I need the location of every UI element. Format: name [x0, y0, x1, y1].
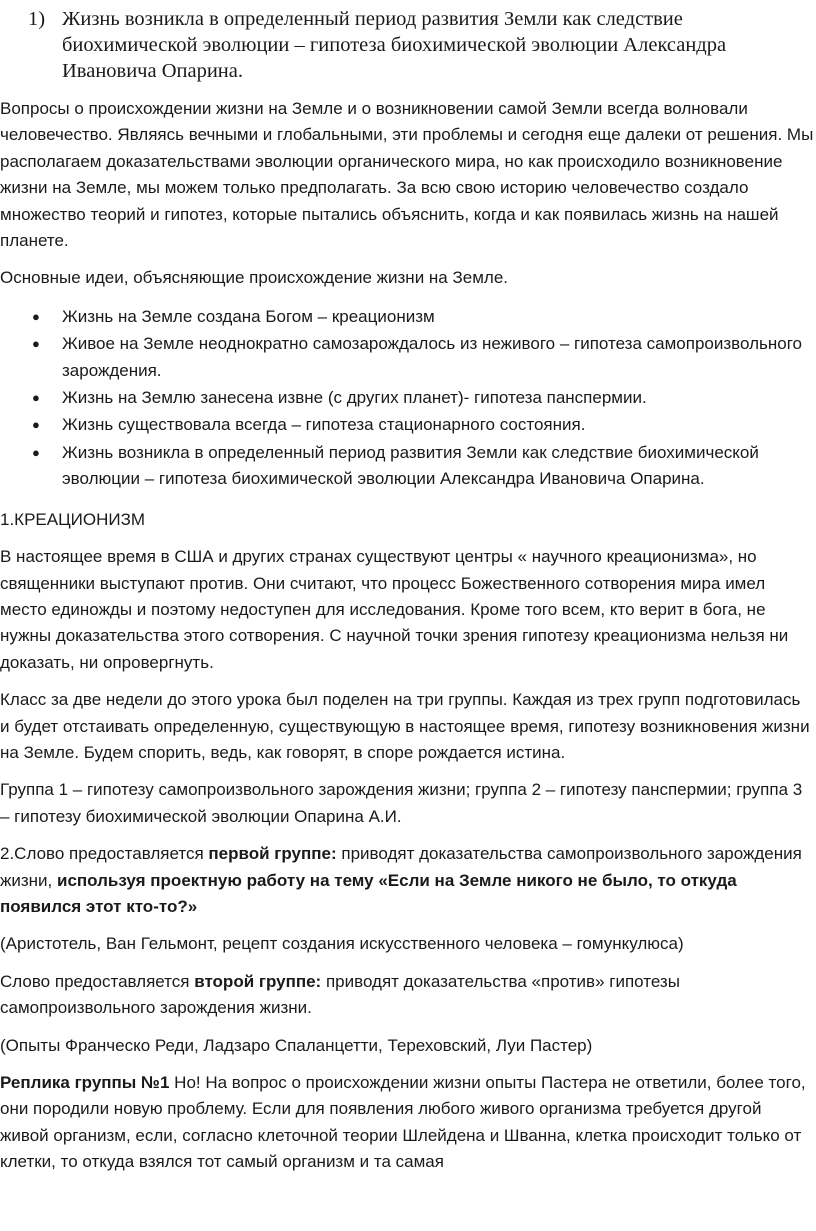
reply-paragraph — [0, 1070, 814, 1176]
ideas-title: Основные идеи, объясняющие происхождение жизни на Земле. — [0, 268, 508, 288]
second-group-paragraph — [0, 969, 814, 1022]
second-group-text-2: приводят доказательства «против» гипотезы самопроизвольного зарождения жизни. — [0, 971, 680, 1018]
bullet-icon: ● — [32, 308, 40, 324]
list-item-text: Жизнь возникла в определенный период развития Земли как следствие биохимической эволюции – гипотеза биохимической эволюции Александра Ивановича Опарина. — [62, 442, 759, 489]
ideas-list — [0, 304, 814, 493]
list-item-text: Жизнь на Землю занесена извне (с других планет)- гипотеза панспермии. — [62, 388, 647, 408]
list-item-text: Жизнь на Земле создана Богом – креационизм — [62, 306, 435, 326]
first-group-paragraph — [0, 841, 814, 920]
creationism-paragraph: В настоящее время в США и других странах существуют центры « научного креационизма», но священники выступают против. Они считают, что процесс Божественного сотворения мира имел место единожды и поэтому недоступен для исследования. Кроме того всем, кто верит в бога, не нужны доказательства этого сотворения. С научной точки зрения гипотезу креационизма нельзя ни доказать, ни опровергнуть. — [0, 547, 789, 672]
list-item — [0, 385, 814, 411]
list-item-text: Живое на Земле неоднократно самозарождалось из неживого – гипотеза самопроизвольного зарождения. — [62, 334, 802, 380]
list-item — [0, 304, 814, 330]
heading-item-number: 1) — [28, 8, 46, 30]
numbered-heading-item — [28, 6, 798, 84]
reply-bold: Реплика группы №1 — [0, 1073, 170, 1092]
document-body — [0, 96, 814, 1187]
second-group-text-1: Слово предоставляется — [0, 971, 195, 991]
class-paragraph: Класс за две недели до этого урока был поделен на три группы. Каждая из трех групп подготовилась и будет отстаивать определенную, существующую в настоящее время, гипотезу возникновения жизни на Земле. Будем спорить, ведь, как говорят, в споре рождается истина. — [0, 690, 810, 762]
intro-paragraph: Вопросы о происхождении жизни на Земле и о возникновении самой Земли всегда волновали человечество. Являясь вечными и глобальными, эти проблемы и сегодня еще далеки от решения. Мы располагаем доказательствами эволюции органического мира, но как происходило возникновение жизни на Земле, мы можем только предполагать. За всю свою историю человечество создало множество теорий и гипотез, которые пытались объяснить, когда и как появилась жизнь на нашей планете. — [0, 99, 814, 251]
list-item — [0, 440, 814, 493]
section-title: 1.КРЕАЦИОНИЗМ — [0, 509, 146, 529]
bullet-icon: ● — [32, 390, 40, 406]
bullet-icon: ● — [32, 417, 40, 433]
list-item-text: Жизнь существовала всегда – гипотеза стационарного состояния. — [62, 415, 586, 435]
list-item — [0, 412, 814, 438]
heading-item-text: Жизнь возникла в определенный период развития Земли как следствие биохимической эволюции – гипотеза биохимической эволюции Александра Ивановича Опарина. — [62, 8, 727, 82]
groups-paragraph: Группа 1 – гипотезу самопроизвольного зарождения жизни; группа 2 – гипотезу панспермии; группа 3 – гипотезу биохимической эволюции Опарина А.И. — [0, 780, 803, 826]
second-group-note: (Опыты Франческо Реди, Ладзаро Спаланцетти, Тереховский, Луи Пастер) — [0, 1035, 593, 1055]
first-group-note: (Аристотель, Ван Гельмонт, рецепт создания искусственного человека – гомункулюса) — [0, 934, 684, 954]
reply-text: Но! На вопрос о происхождении жизни опыты Пастера не ответили, более того, они породили новую проблему. Если для появления любого живого организма требуется другой живой организм, если, согласно клеточной теории Шлейдена и Шванна, клетка происходит только от клетки, то откуда взялся тот самый организм и та самая — [0, 1073, 806, 1172]
first-group-bold-1: первой группе: — [208, 844, 337, 864]
bullet-icon: ● — [32, 444, 40, 460]
bullet-icon: ● — [32, 336, 40, 352]
first-group-bold-2: используя проектную работу на тему «Если на Земле никого не было, то откуда появился этот кто-то?» — [0, 870, 737, 916]
first-group-text-2: приводят доказательства самопроизвольного зарождения жизни, — [0, 844, 802, 890]
list-item — [0, 331, 814, 384]
first-group-text-1: 2.Слово предоставляется — [0, 844, 209, 864]
second-group-bold-1: второй группе: — [194, 971, 322, 991]
